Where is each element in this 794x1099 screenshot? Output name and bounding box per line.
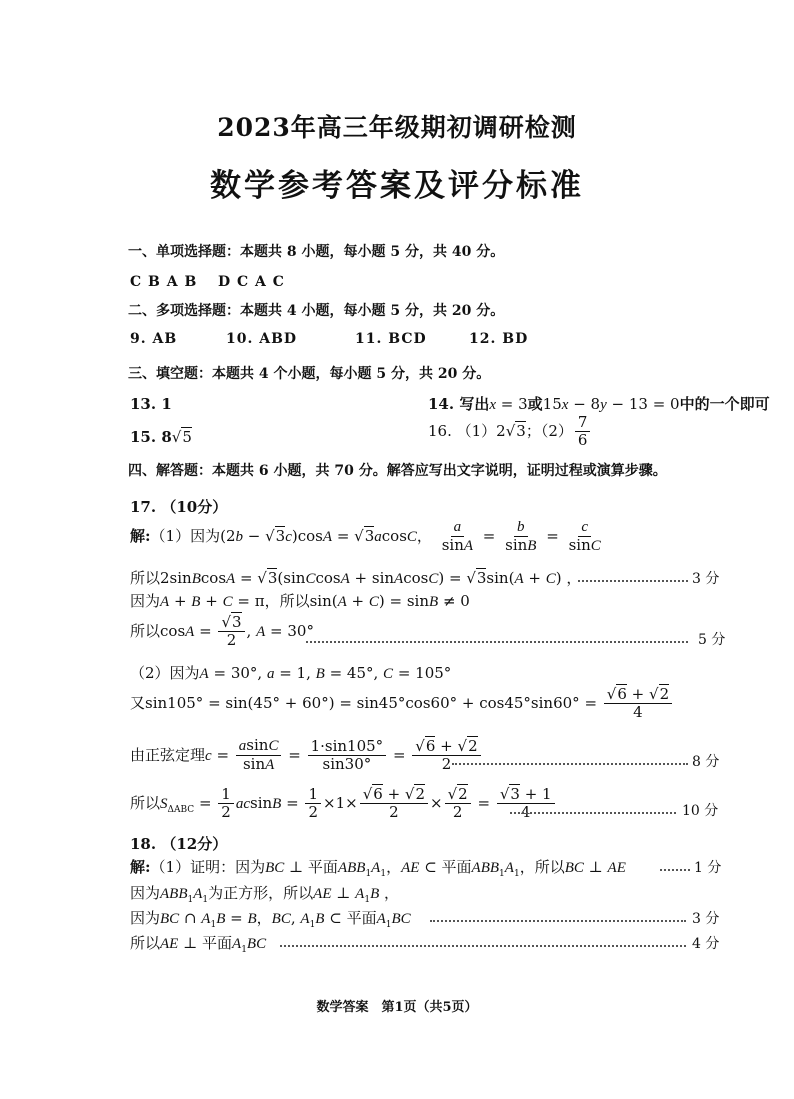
page-subtitle: 数学参考答案及评分标准 [210, 168, 584, 204]
answer-q16-label: 16. （1）2 [428, 421, 506, 440]
q17-line-8: 所以$S_{\Delta ABC}$ = $\frac{1}{2}$ acsinB = $\frac{1}{2}$ ×1× $\frac{√6 + √2}{2}$ × $\frac{√2}{2}$ = $\frac{√3 + 1}{4}$ [130, 786, 557, 822]
q17-line-2: 所以2sinBcosA = √3(sinCcosA + sinAcosC) = √3sin(A + C) ， [130, 569, 582, 587]
answer-q14-or: 或 [527, 395, 543, 413]
q18-l1-plane: 平面 [307, 858, 338, 876]
q17-l3-text: 因为 [130, 592, 161, 610]
q17-score-10: 10 分 [682, 803, 719, 819]
page-footer: 数学答案 第1页（共5页） [316, 1000, 478, 1015]
answer-q14-suffix: 中的一个即可 [679, 395, 770, 413]
q18-line-3: 因为BC ∩ $A_1B = B$，BC, $A_1B$ ⊂ 平面$A_1BC$ [130, 909, 411, 930]
q18-l2-mid: 为正方形，所以 [208, 884, 314, 902]
single-choice-answers-5-8: D C A C [218, 274, 285, 290]
q18-line-1: 解:（1）证明：因为BC ⊥ 平面$ABB_1A_1$，AE ⊂ 平面$ABB_1A_1$，所以BC ⊥ AE [130, 858, 626, 879]
q17-line-4: 所以cosA = $\frac{√3}{2}$ , A = 30° [130, 613, 314, 650]
answer-q16-mid: ；（2） [525, 421, 573, 440]
section-heading-single-choice: 一、单项选择题：本题共 8 小题，每小题 5 分，共 40 分。 [128, 244, 505, 260]
answer-q12: 12. BD [469, 331, 529, 347]
q17-solution-label: 解: [130, 526, 151, 545]
answer-q14-label: 14. 写出 [428, 395, 490, 413]
q17-l4-text: 所以 [130, 621, 161, 640]
q17-line-5: （2）因为A = 30°, a = 1, B = 45°, C = 105° [130, 664, 452, 682]
answer-q15: 15. 8√5 [130, 428, 192, 446]
q17-l5-text: （2）因为 [130, 664, 200, 682]
q18-solution-label: 解: [130, 858, 151, 876]
answer-q13: 13. 1 [130, 395, 172, 413]
q18-line-4: 所以AE ⊥ 平面$A_1BC$ [130, 934, 267, 955]
answer-q14: 14. 写出x = 3或15x − 8y − 13 = 0中的一个即可 [428, 395, 770, 413]
q17-score-5: 5 分 [698, 632, 726, 648]
single-choice-answers-1-4: C B A B [130, 274, 198, 290]
q18-l1-then: ，所以 [519, 858, 565, 876]
section-heading-solutions: 四、解答题：本题共 6 小题，共 70 分。解答应写出文字说明，证明过程或演算步骤。 [128, 463, 667, 479]
q18-l3-text: 因为 [130, 909, 161, 927]
q18-l2-text: 因为 [130, 884, 161, 902]
q17-line-1: 解:（1）因为(2b − √3c)cosA = √3acosC， $\frac{a}{\sin A}$ = $\frac{b}{\sin B}$ = $\frac{c}{\sin C}$ [130, 519, 601, 555]
q17-dots-3 [452, 763, 688, 765]
q18-title: 18. （12分） [130, 835, 228, 853]
page-title: 2023年高三年级期初调研检测 [217, 113, 577, 142]
answer-q10: 10. ABD [226, 331, 298, 347]
answer-q16: 16. （1）2√3；（2） $\frac{7}{6}$ [428, 414, 592, 450]
q18-l4-plane: 平面 [202, 934, 233, 952]
section-heading-fill-blank: 三、填空题：本题共 4 个小题，每小题 5 分，共 20 分。 [128, 366, 491, 382]
q17-l6-text: 又 [130, 693, 146, 712]
q17-l2-text: 所以 [130, 569, 161, 587]
q18-l4-text: 所以 [130, 934, 161, 952]
q17-title: 17. （10分） [130, 498, 228, 516]
q17-dots-4 [510, 812, 676, 814]
q17-line-3: 因为A + B + C = π，所以sin(A + C) = sinB ≠ 0 [130, 592, 470, 610]
answer-q15-label: 15. 8 [130, 428, 172, 446]
q18-score-1: 1 分 [694, 860, 722, 876]
q18-l1-plane2: 平面 [441, 858, 472, 876]
q17-l7-text: 由正弦定理 [130, 745, 206, 764]
q18-dots-1 [660, 869, 690, 871]
q18-line-2: 因为$ABB_1A_1$为正方形，所以AE ⊥ $A_1B$ ， [130, 884, 400, 905]
q17-line-7: 由正弦定理c = $\frac{asinC}{\sin A}$ = $\frac{1\cdot\sin 105^\circ}{\sin 30^\circ}$ = $\frac{√6 + √2}{2}$ [130, 737, 483, 775]
section-heading-multi-choice: 二、多项选择题：本题共 4 小题，每小题 5 分，共 20 分。 [128, 303, 505, 319]
q18-l1-text: （1）证明：因为 [150, 858, 266, 876]
q18-dots-4 [280, 945, 686, 947]
answer-q9: 9. AB [130, 331, 178, 347]
q17-score-8: 8 分 [692, 754, 720, 770]
q18-score-3: 3 分 [692, 911, 720, 927]
q17-line-6: 又sin105° = sin(45° + 60°) = sin45°cos60° + cos45°sin60° = $\frac{√6 + √2}{4}$ [130, 686, 674, 722]
answer-q11: 11. BCD [355, 331, 427, 347]
q17-l8-text: 所以 [130, 793, 161, 812]
q17-dots-1 [578, 580, 688, 582]
q17-dots-2 [306, 641, 688, 643]
q18-l1-mid: ， [386, 858, 402, 876]
q18-dots-3 [430, 920, 686, 922]
q17-l1-text: （1）因为 [150, 526, 221, 545]
q17-l3-mid: ，所以 [264, 592, 310, 610]
q18-l3-plane: 平面 [346, 909, 377, 927]
q17-score-3: 3 分 [692, 571, 720, 587]
q18-l3-mid: ， [256, 909, 272, 927]
q18-score-4: 4 分 [692, 936, 720, 952]
